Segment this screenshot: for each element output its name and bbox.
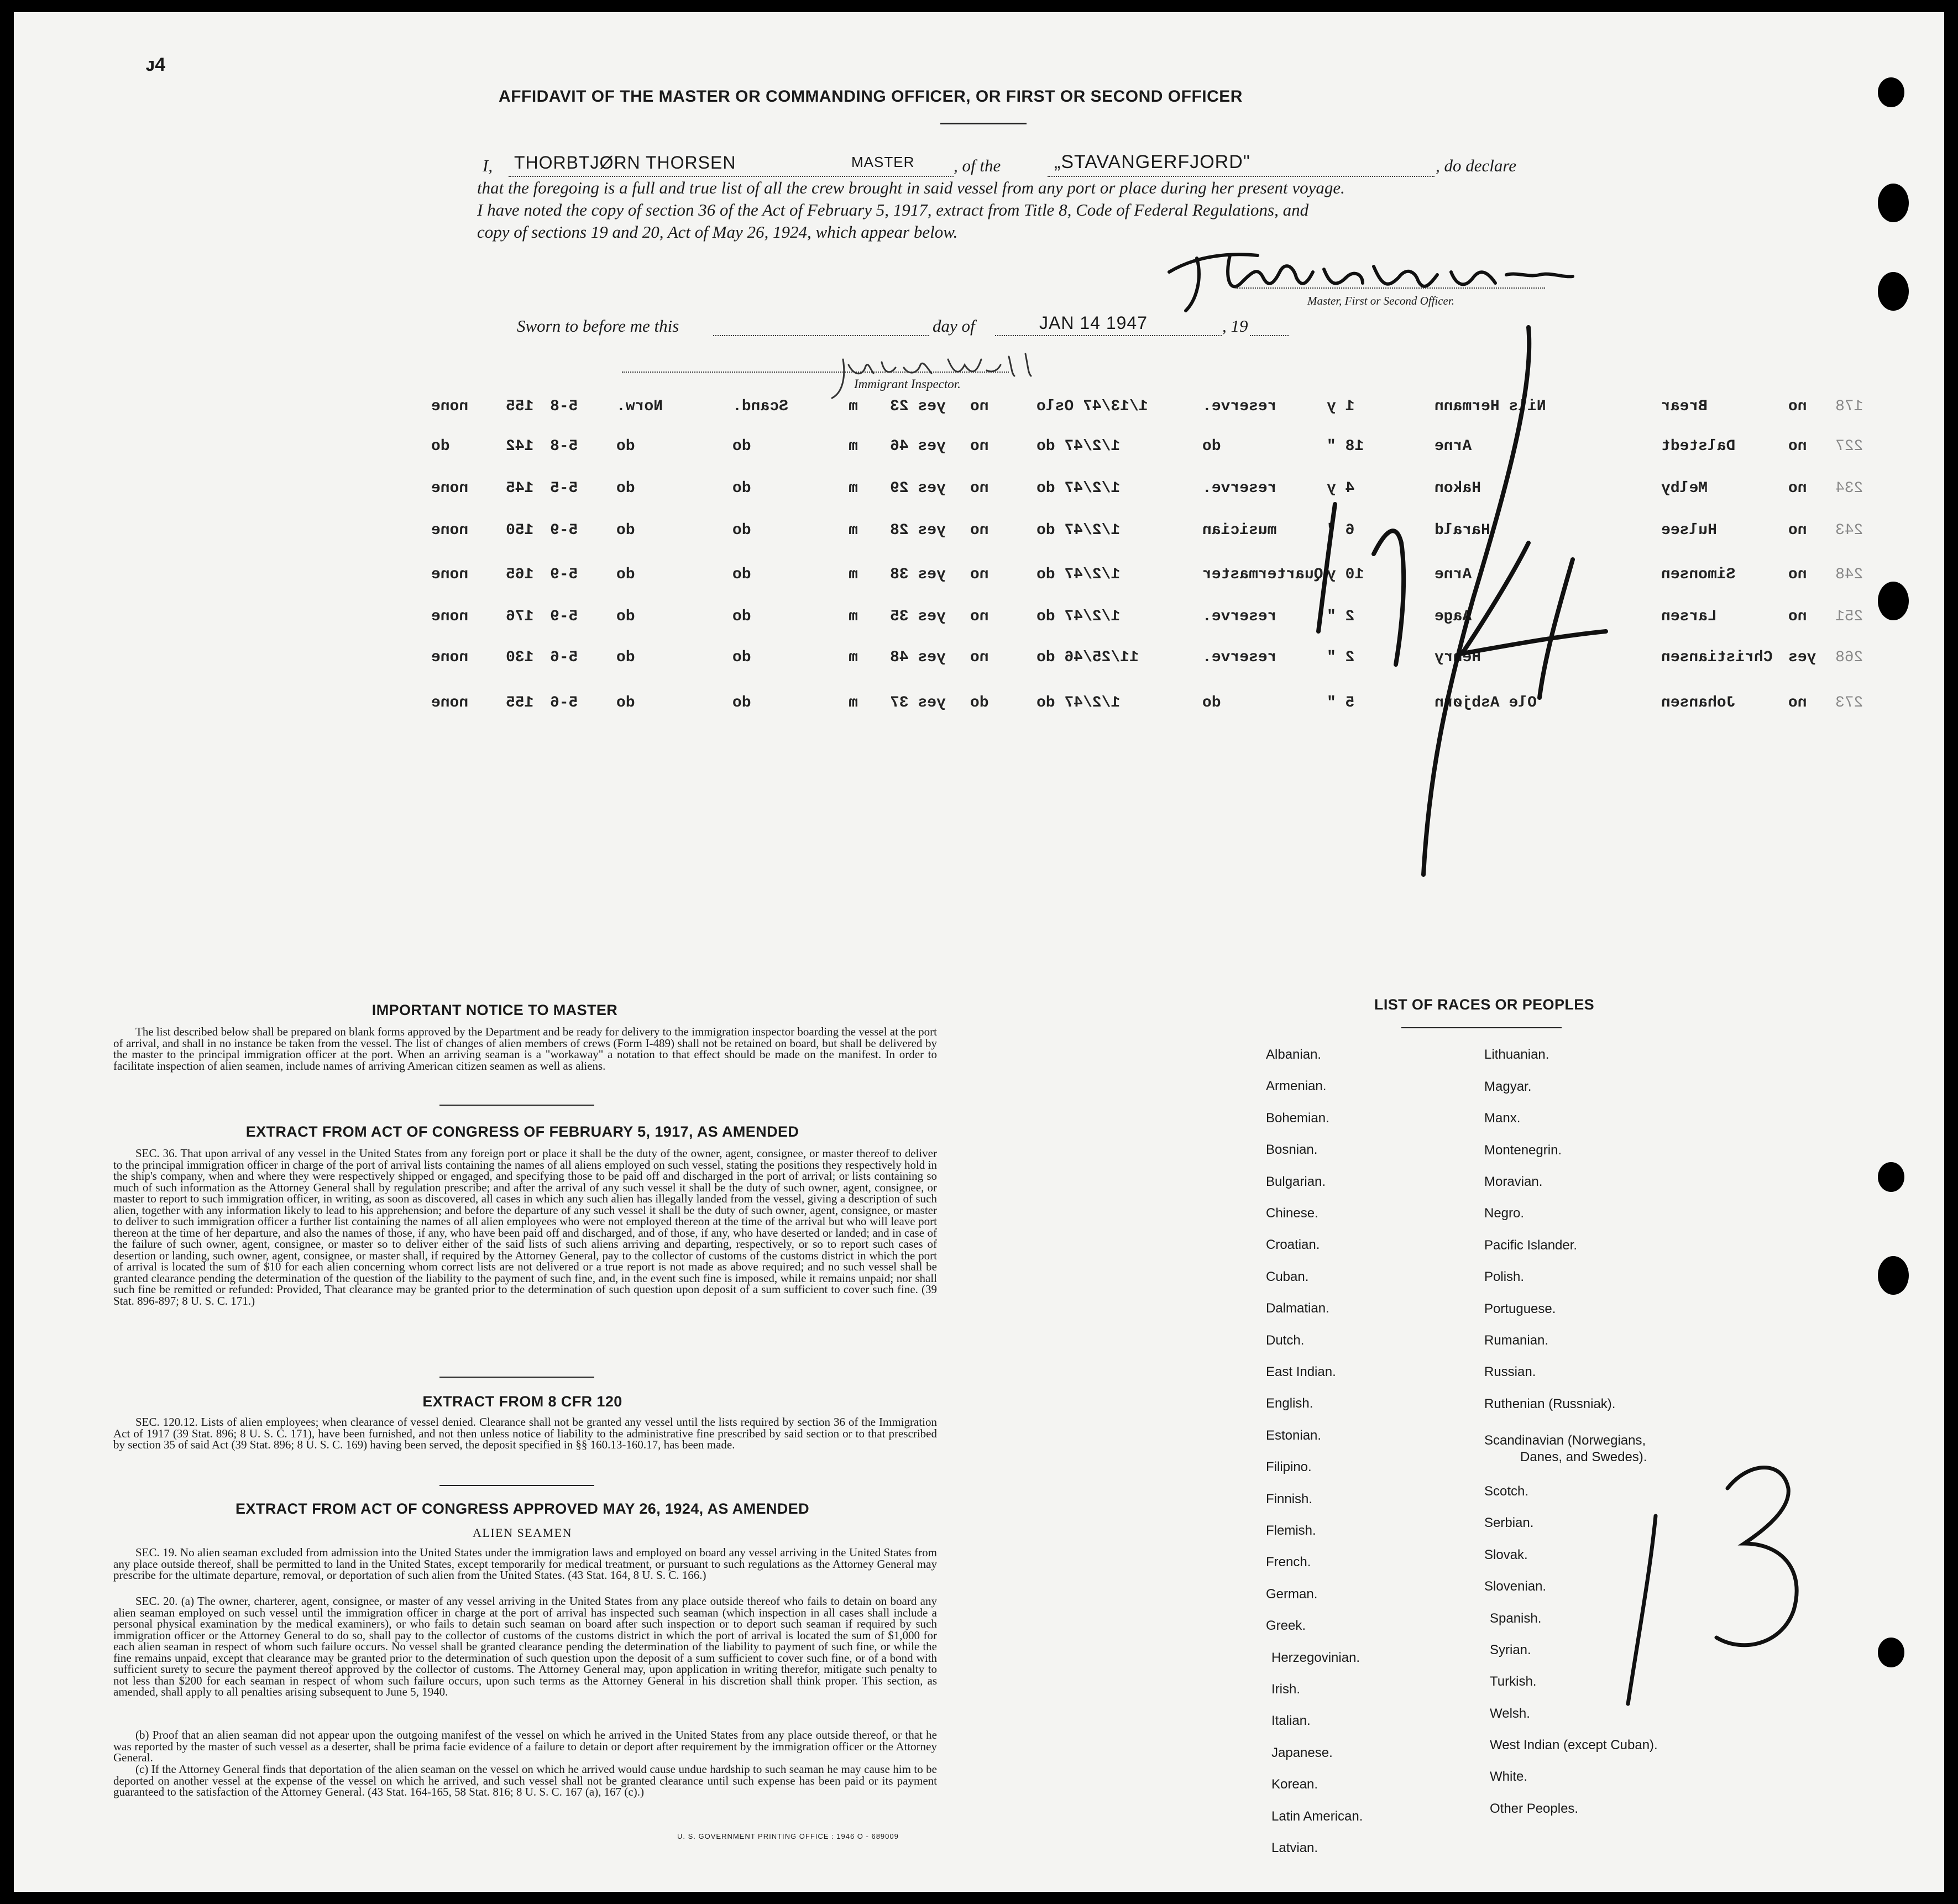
bleed-cell-a: no bbox=[970, 522, 989, 539]
bleed-cell-given: Harald bbox=[1435, 522, 1490, 539]
bleed-cell-country: do bbox=[616, 566, 635, 583]
race-item: Cuban. bbox=[1266, 1269, 1309, 1284]
race-item: Bulgarian. bbox=[1266, 1174, 1326, 1189]
race-item: German. bbox=[1266, 1586, 1318, 1602]
bleed-row bbox=[14, 480, 1938, 504]
bleed-cell-date: 1/2/47 do bbox=[1036, 608, 1121, 625]
title-divider bbox=[940, 123, 1027, 124]
bleed-cell-b: yes 46 bbox=[890, 438, 946, 455]
bleed-cell-weight: 150 bbox=[506, 522, 534, 539]
bleed-cell-date: 1/2/47 do bbox=[1036, 438, 1121, 455]
race-item: Turkish. bbox=[1490, 1674, 1537, 1689]
race-item: East Indian. bbox=[1266, 1364, 1336, 1379]
race-item: Pacific Islander. bbox=[1484, 1238, 1578, 1253]
bleed-cell-date: 1/2/47 do bbox=[1036, 480, 1121, 497]
extract-1924-subheading: ALIEN SEAMEN bbox=[473, 1526, 572, 1540]
bleed-cell-given: Henry bbox=[1435, 649, 1481, 666]
bleed-cell-surname: Christiansen bbox=[1661, 649, 1773, 666]
bleed-cell-given: Ole Asbjørn bbox=[1435, 694, 1537, 712]
race-item: Magyar. bbox=[1484, 1079, 1532, 1094]
extract-cfr-heading: EXTRACT FROM 8 CFR 120 bbox=[422, 1393, 622, 1410]
bleed-cell-nat: do bbox=[732, 522, 751, 539]
bleed-cell-country: do bbox=[616, 480, 635, 497]
bleed-cell-marks: do bbox=[431, 438, 450, 455]
extract-1924-heading: EXTRACT FROM ACT OF CONGRESS APPROVED MAY 26, 1924, AS AMENDED bbox=[235, 1500, 809, 1517]
race-item: Korean. bbox=[1271, 1777, 1318, 1792]
punch-hole bbox=[1878, 77, 1904, 107]
bleed-cell-num: 234 bbox=[1835, 480, 1863, 497]
bleed-cell-date: 1/2/47 do bbox=[1036, 694, 1121, 712]
bleed-cell-sex: m bbox=[849, 649, 858, 666]
bleed-cell-age: 10 y bbox=[1327, 566, 1364, 583]
bleed-cell-nat: do bbox=[732, 438, 751, 455]
inspector-signature bbox=[821, 343, 1053, 404]
extract-1917-heading: EXTRACT FROM ACT OF CONGRESS OF FEBRUARY 5, 1917, AS AMENDED bbox=[245, 1123, 799, 1140]
race-item: Chinese. bbox=[1266, 1206, 1318, 1221]
vessel-name: „STAVANGERFJORD" bbox=[1054, 151, 1250, 172]
punch-hole bbox=[1878, 272, 1909, 311]
bleed-cell-left-no: no bbox=[1788, 522, 1807, 539]
race-item: Moravian. bbox=[1484, 1174, 1543, 1189]
sworn-day-line bbox=[713, 335, 929, 336]
bleed-cell-surname: Hulsee bbox=[1661, 522, 1717, 539]
inspector-caption: Immigrant Inspector. bbox=[854, 377, 961, 391]
extract-cfr-divider bbox=[439, 1485, 594, 1486]
race-item: French. bbox=[1266, 1555, 1311, 1570]
document-page bbox=[14, 12, 1944, 1892]
handwritten-count-bottom bbox=[1606, 1450, 1838, 1715]
bleed-cell-status: reserve. bbox=[1202, 649, 1277, 666]
extract-cfr-text: SEC. 120.12. Lists of alien employees; when clearance of vessel denied. Clearance shall not be granted any vessel until the lists required by section 36 of the Immigration Act of 1917 (39 Stat. 896; 8 U. S. C. 171), have been furnished, and not then unless notice of liability to the administrative fine prescribed by said section or to that prescribed by section 35 of said Act (39 Stat. 896; 8 U. S. C. 169) having been served, the deposit specified in §§ 160.13-160.17, has been made. bbox=[113, 1415, 937, 1451]
bleed-cell-num: 273 bbox=[1835, 694, 1863, 712]
race-item: Flemish. bbox=[1266, 1523, 1316, 1538]
race-item: Montenegrin. bbox=[1484, 1143, 1562, 1158]
affidavit-line-3: I have noted the copy of section 36 of the Act of February 5, 1917, extract from Title 8, Code of Federal Regulations, and bbox=[477, 200, 1309, 219]
signature-fill-line bbox=[1235, 287, 1545, 289]
race-item: Portuguese. bbox=[1484, 1301, 1556, 1316]
bleed-cell-nat: do bbox=[732, 649, 751, 666]
race-item: Herzegovinian. bbox=[1271, 1650, 1360, 1665]
bleed-cell-weight: 176 bbox=[506, 608, 534, 625]
sworn-year-line bbox=[1250, 335, 1289, 336]
bleed-cell-b: yes 38 bbox=[890, 566, 946, 583]
bleed-cell-b: yes 23 bbox=[890, 398, 946, 415]
bleed-cell-country: do bbox=[616, 438, 635, 455]
race-item: Dutch. bbox=[1266, 1332, 1305, 1348]
bleed-cell-nat: do bbox=[732, 480, 751, 497]
affidavit-do-declare: , do declare bbox=[1436, 156, 1517, 175]
bleed-cell-num: 251 bbox=[1835, 608, 1863, 625]
bleed-cell-left-no: no bbox=[1788, 438, 1807, 455]
race-item: Slovenian. bbox=[1484, 1579, 1547, 1594]
sworn-year-suffix: , 19 bbox=[1222, 316, 1248, 336]
bleed-cell-surname: Simonsen bbox=[1661, 566, 1736, 583]
bleed-cell-status: reserve. bbox=[1202, 398, 1277, 415]
race-item: Slovak. bbox=[1484, 1547, 1528, 1562]
bleed-cell-age: 5 " bbox=[1327, 694, 1355, 712]
race-item: Finnish. bbox=[1266, 1491, 1313, 1507]
bleed-cell-given: Aage bbox=[1435, 608, 1472, 625]
race-item: West Indian (except Cuban). bbox=[1490, 1738, 1658, 1753]
bleed-cell-left-no: no bbox=[1788, 480, 1807, 497]
bleed-cell-marks: none bbox=[431, 398, 469, 415]
bleed-cell-height: 5-9 bbox=[550, 522, 578, 539]
bleed-cell-weight: 130 bbox=[506, 649, 534, 666]
bleed-cell-given: Arne bbox=[1435, 438, 1472, 455]
bleed-cell-date: 1/13/47 Oslo bbox=[1036, 398, 1148, 415]
race-item: Filipino. bbox=[1266, 1460, 1312, 1475]
bleed-row bbox=[14, 398, 1938, 422]
race-item: Latin American. bbox=[1271, 1808, 1363, 1824]
race-item: Italian. bbox=[1271, 1713, 1311, 1729]
bleed-cell-a: do bbox=[970, 694, 989, 712]
sworn-date-line bbox=[995, 335, 1222, 336]
affidavit-of-the: , of the bbox=[954, 156, 1001, 175]
bleed-cell-marks: none bbox=[431, 522, 469, 539]
bleed-cell-weight: 165 bbox=[506, 566, 534, 583]
bleed-row bbox=[14, 522, 1938, 546]
race-item: Ruthenian (Russniak). bbox=[1484, 1396, 1616, 1411]
bleed-cell-country: do bbox=[616, 649, 635, 666]
race-item: Danes, and Swedes). bbox=[1520, 1450, 1647, 1464]
bleed-cell-age: 2 " bbox=[1327, 649, 1355, 666]
inspector-fill-line bbox=[622, 372, 1009, 373]
bleed-cell-height: 5-6 bbox=[550, 694, 578, 712]
race-item: Polish. bbox=[1484, 1269, 1525, 1284]
bleed-cell-marks: none bbox=[431, 608, 469, 625]
extract-1924-sec20b: (b) Proof that an alien seaman did not appear upon the outgoing manifest of the vessel on which he arrived in the United States from any place outside thereof, or that he was reported by the master of such vessel as a deserter, shall be prima facie evidence of a failure to detain or deport after requirement by the immigration officer or the Attorney General. bbox=[113, 1728, 937, 1764]
bleed-cell-b: yes 48 bbox=[890, 649, 946, 666]
race-item: Bosnian. bbox=[1266, 1142, 1318, 1158]
bleed-row bbox=[14, 438, 1938, 462]
bleed-cell-b: yes 28 bbox=[890, 522, 946, 539]
bleed-cell-weight: 145 bbox=[506, 480, 534, 497]
bleed-cell-age: 1 y bbox=[1327, 398, 1355, 415]
page-title: AFFIDAVIT OF THE MASTER OR COMMANDING OFFICER, OR FIRST OR SECOND OFFICER bbox=[499, 87, 1243, 106]
bleed-cell-a: no bbox=[970, 438, 989, 455]
bleed-cell-height: 5-8 bbox=[550, 398, 578, 415]
bleed-cell-num: 268 bbox=[1835, 649, 1863, 666]
corner-mark: ᴊ4 bbox=[145, 54, 166, 75]
bleed-cell-nat: do bbox=[732, 694, 751, 712]
bleed-cell-surname: Dalstedt bbox=[1661, 438, 1736, 455]
master-name: THORBTJØRN THORSEN bbox=[514, 153, 736, 172]
bleed-cell-marks: none bbox=[431, 566, 469, 583]
bleed-cell-surname: Brear bbox=[1661, 398, 1708, 415]
bleed-cell-nat: do bbox=[732, 608, 751, 625]
bleed-cell-sex: m bbox=[849, 438, 858, 455]
bleed-row bbox=[14, 608, 1938, 632]
bleed-cell-sex: m bbox=[849, 694, 858, 712]
bleed-cell-sex: m bbox=[849, 608, 858, 625]
bleed-cell-num: 243 bbox=[1835, 522, 1863, 539]
race-item: White. bbox=[1490, 1769, 1528, 1784]
bleed-row bbox=[14, 566, 1938, 590]
bleed-cell-status: do bbox=[1202, 694, 1221, 712]
extract-1917-divider bbox=[439, 1377, 594, 1378]
bleed-cell-marks: none bbox=[431, 480, 469, 497]
bleed-cell-marks: none bbox=[431, 649, 469, 666]
notice-text: The list described below shall be prepared on blank forms approved by the Department and be ready for delivery to the immigration inspector boarding the vessel at the port of arrival, and shall in no instance be taken from the vessel. The list of changes of alien members of crews (Form I-489) shall not be retained on board, but shall be delivered by the master to the principal immigration officer at the port. When an arriving seaman is a "workaway" a notation to that effect should be made on the manifest. In order to facilitate inspection of alien seamen, include names of arriving American citizen seamen as well as aliens. bbox=[113, 1025, 937, 1073]
bleed-cell-age: 2 " bbox=[1327, 608, 1355, 625]
bleed-cell-status: do bbox=[1202, 438, 1221, 455]
affidavit-i-label: I, bbox=[483, 156, 493, 175]
affidavit-line-4: copy of sections 19 and 20, Act of May 26, 1924, which appear below. bbox=[477, 222, 958, 242]
notice-divider bbox=[439, 1105, 594, 1106]
race-item: Dalmatian. bbox=[1266, 1301, 1329, 1316]
race-item: Welsh. bbox=[1490, 1706, 1530, 1721]
races-divider bbox=[1401, 1027, 1562, 1028]
bleed-cell-date: 1/2/47 do bbox=[1036, 566, 1121, 583]
signature-caption: Master, First or Second Officer. bbox=[1307, 294, 1454, 307]
bleed-cell-sex: m bbox=[849, 522, 858, 539]
bleed-cell-sex: m bbox=[849, 398, 858, 415]
race-item: Rumanian. bbox=[1484, 1333, 1549, 1348]
bleed-cell-height: 5-5 bbox=[550, 480, 578, 497]
punch-hole bbox=[1878, 1256, 1909, 1295]
race-item: Syrian. bbox=[1490, 1643, 1531, 1657]
bleed-cell-country: do bbox=[616, 608, 635, 625]
bleed-cell-left-no: no bbox=[1788, 398, 1807, 415]
bleed-cell-left-no: no bbox=[1788, 694, 1807, 712]
bleed-cell-country: do bbox=[616, 694, 635, 712]
bleed-cell-a: no bbox=[970, 566, 989, 583]
race-item: Negro. bbox=[1484, 1206, 1525, 1221]
bleed-cell-height: 5-8 bbox=[550, 438, 578, 455]
bleed-cell-a: no bbox=[970, 649, 989, 666]
bleed-cell-left-no: no bbox=[1788, 608, 1807, 625]
bleed-cell-date: 1/2/47 do bbox=[1036, 522, 1121, 539]
master-rank: MASTER bbox=[851, 154, 915, 170]
bleed-cell-surname: Melby bbox=[1661, 480, 1708, 497]
races-heading: LIST OF RACES OR PEOPLES bbox=[1374, 996, 1595, 1013]
race-item: Lithuanian. bbox=[1484, 1047, 1549, 1062]
bleed-cell-status: Quartermaster bbox=[1202, 566, 1323, 583]
bleed-cell-a: no bbox=[970, 608, 989, 625]
race-item: Scandinavian (Norwegians, bbox=[1484, 1433, 1646, 1448]
bleed-cell-b: yes 37 bbox=[890, 694, 946, 712]
printer-line: U. S. GOVERNMENT PRINTING OFFICE : 1946 O - 689009 bbox=[677, 1832, 899, 1840]
bleed-cell-sex: m bbox=[849, 566, 858, 583]
bleed-cell-weight: 142 bbox=[506, 438, 534, 455]
bleed-cell-marks: none bbox=[431, 694, 469, 712]
race-item: English. bbox=[1266, 1396, 1313, 1411]
punch-hole bbox=[1878, 1162, 1904, 1192]
race-item: Manx. bbox=[1484, 1111, 1521, 1126]
race-item: Japanese. bbox=[1271, 1745, 1333, 1760]
bleed-cell-num: 178 bbox=[1835, 398, 1863, 415]
bleed-cell-age: 4 y bbox=[1327, 480, 1355, 497]
race-item: Latvian. bbox=[1271, 1840, 1318, 1855]
bleed-cell-status: musician bbox=[1202, 522, 1277, 539]
sworn-day-of: day of bbox=[933, 316, 975, 336]
extract-1924-sec20c: (c) If the Attorney General finds that deportation of the alien seaman on the vessel on which he arrived would cause undue hardship to such seaman he may cause him to be deported on another vessel at the expense of the vessel on which he arrived, and such vessel shall not be granted clearance until such expense has been paid or its payment guaranteed to the satisfaction of the Attorney General. (43 Stat. 164-165, 58 Stat. 816; 8 U. S. C. 167 (a), 167 (c).) bbox=[113, 1762, 937, 1798]
race-item: Greek. bbox=[1266, 1618, 1306, 1634]
race-item: Serbian. bbox=[1484, 1515, 1534, 1530]
bleed-cell-surname: Larsen bbox=[1661, 608, 1717, 625]
race-item: Irish. bbox=[1271, 1682, 1301, 1697]
bleed-cell-age: 6 " bbox=[1327, 522, 1355, 539]
bleed-cell-weight: 155 bbox=[506, 398, 534, 415]
bleed-cell-b: yes 29 bbox=[890, 480, 946, 497]
bleed-cell-height: 5-9 bbox=[550, 566, 578, 583]
race-item: Russian. bbox=[1484, 1364, 1536, 1379]
bleed-cell-country: Norw. bbox=[616, 398, 663, 415]
extract-1924-sec20a: SEC. 20. (a) The owner, charterer, agent, consignee, or master of any vessel arriving in the United States from any place outside thereof who fails to detain on board any alien seaman employed on such vessel until the immigration officer in charge at the port of arrival has inspected such seaman (which inspection in all cases shall include a personal physical examination by the medical examiners), or who fails to detain such seaman on board after such inspection or to deport such seaman if required by such immigration officer or the Attorney General to do so, shall pay to the collector of customs of the customs district in which the port of arrival is located the sum of $1,000 for each alien seaman in respect of whom such failure occurs. No vessel shall be granted clearance pending the determination of the liability to payment of such fine, or while the fine remains unpaid, except that clearance may be granted prior to the determination of such question upon the deposit of a sum sufficient to cover such fine, or of a bond with sufficient surety to secure the payment thereof approved by the collector of customs. The Attorney General may, upon application in writing therefor, mitigate such penalty to not less than $200 for each seaman in respect of whom such failure occurs, upon such terms as the Attorney General in his discretion shall think proper. This section, as amended, shall apply to all penalties arising subsequent to June 5, 1940. bbox=[113, 1594, 937, 1698]
bleed-cell-left-no: yes bbox=[1788, 649, 1816, 666]
extract-1917-text: SEC. 36. That upon arrival of any vessel in the United States from any foreign port or place it shall be the duty of the owner, agent, consignee, or master thereof to deliver to the principal immigration officer in charge of the port of arrival lists containing the names of all aliens employed on such vessel, stating the positions they respectively hold in the ship's company, when and where they were respectively shipped or engaged, and specifying those to be paid off and discharged in the port of arrival; or lists containing so much of such information as the Attorney General shall by regulation prescribe; and after the arrival of any such vessel it shall be the duty of such owner, agent, consignee, or master to report to such immigration officer, in writing, as soon as discovered, all cases in which any such alien has illegally landed from the vessel, giving a description of such alien, together with any information likely to lead to his apprehension; and before the departure of any such vessel it shall be the duty of such owner, agent, consignee, or master to deliver to such immigration officer a further list containing the names of all alien employees who were not employed thereon at the time of the arrival but who will leave port thereon at the time of her departure, and also the names of those, if any, who have been paid off and discharged, and of those, if any, who have deserted or landed; and in case of the failure of such owner, agent, consignee, or master so to deliver either of the said lists of such aliens arriving and departing, respectively, or so to report such cases of desertion or landing, such owner, agent, consignee, or master shall, if required by the Attorney General, pay to the collector of customs of the customs district in which the port of arrival is located the sum of $10 for each alien concerning whom correct lists are not delivered or a true report is not made as above required; and no such vessel shall be granted clearance pending the determination of the question of the liability to the payment of such fine, and, in the event such fine is imposed, while it remains unpaid; nor shall such fine be remitted or refunded: Provided, That clearance may be granted prior to the determination of such question upon deposit of a sum sufficient to cover such fine. (39 Stat. 896-897; 8 U. S. C. 171.) bbox=[113, 1147, 937, 1307]
bleed-cell-height: 5-6 bbox=[550, 649, 578, 666]
bleed-cell-a: no bbox=[970, 398, 989, 415]
bleed-cell-nat: Scand. bbox=[732, 398, 788, 415]
race-item: Other Peoples. bbox=[1490, 1801, 1579, 1816]
bleed-cell-a: no bbox=[970, 480, 989, 497]
bleed-cell-left-no: no bbox=[1788, 566, 1807, 583]
race-item: Albanian. bbox=[1266, 1047, 1322, 1062]
bleed-cell-country: do bbox=[616, 522, 635, 539]
bleed-cell-date: 11/25/46 do bbox=[1036, 649, 1139, 666]
bleed-cell-given: Nils Hermann bbox=[1435, 398, 1546, 415]
bleed-cell-weight: 155 bbox=[506, 694, 534, 712]
bleed-cell-status: reserve. bbox=[1202, 480, 1277, 497]
race-item: Armenian. bbox=[1266, 1079, 1327, 1094]
bleed-cell-height: 5-9 bbox=[550, 608, 578, 625]
race-item: Croatian. bbox=[1266, 1237, 1320, 1253]
bleed-cell-given: Hakon bbox=[1435, 480, 1481, 497]
bleed-cell-num: 248 bbox=[1835, 566, 1863, 583]
sworn-label: Sworn to before me this bbox=[517, 316, 679, 336]
bleed-cell-given: Arne bbox=[1435, 566, 1472, 583]
affidavit-line-2: that the foregoing is a full and true list of all the crew brought in said vessel from any port or place during her present voyage. bbox=[477, 178, 1345, 197]
bleed-cell-b: yes 35 bbox=[890, 608, 946, 625]
bleed-cell-status: reserve. bbox=[1202, 608, 1277, 625]
extract-1924-sec19: SEC. 19. No alien seaman excluded from admission into the United States under the immigration laws and employed on board any vessel arriving in the United States from any place outside thereof, shall be permitted to land in the United States, except temporarily for medical treatment, or pursuant to such regulations as the Attorney General may prescribe for the ultimate departure, removal, or deportation of such alien from the United States. (43 Stat. 164, 8 U. S. C. 166.) bbox=[113, 1546, 937, 1582]
punch-hole bbox=[1878, 1638, 1904, 1667]
bleed-cell-sex: m bbox=[849, 480, 858, 497]
sworn-date-stamp: JAN 14 1947 bbox=[1039, 313, 1148, 333]
race-item: Spanish. bbox=[1490, 1611, 1542, 1626]
notice-heading: IMPORTANT NOTICE TO MASTER bbox=[371, 1002, 618, 1018]
race-item: Bohemian. bbox=[1266, 1110, 1329, 1126]
punch-hole bbox=[1878, 184, 1909, 222]
bleed-row bbox=[14, 694, 1938, 719]
bleed-cell-surname: Johansen bbox=[1661, 694, 1736, 712]
bleed-cell-num: 227 bbox=[1835, 438, 1863, 455]
bleed-cell-nat: do bbox=[732, 566, 751, 583]
bleed-cell-age: 18 " bbox=[1327, 438, 1364, 455]
race-item: Scotch. bbox=[1484, 1484, 1529, 1499]
race-item: Estonian. bbox=[1266, 1427, 1322, 1443]
bleed-row bbox=[14, 649, 1938, 673]
